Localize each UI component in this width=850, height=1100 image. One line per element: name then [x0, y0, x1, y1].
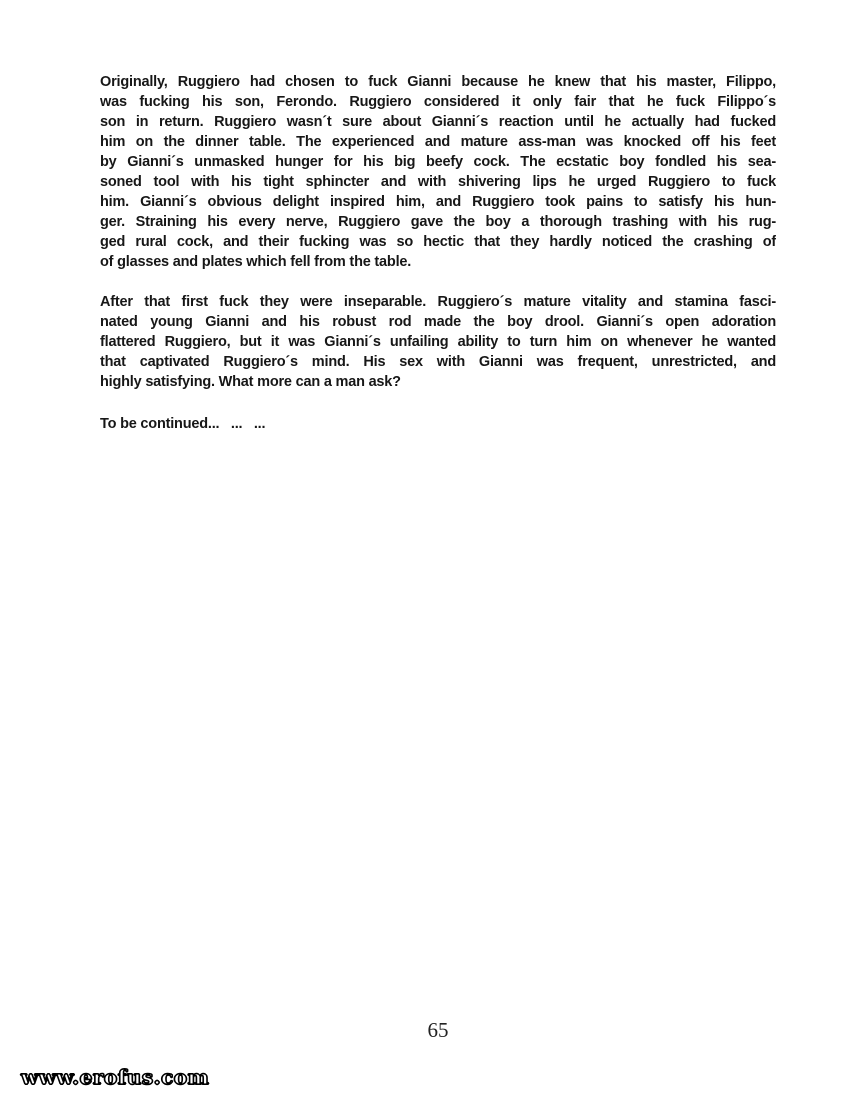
text-line: soned tool with his tight sphincter and with shivering lips he urged Ruggiero to fuck: [100, 174, 776, 190]
text-line: nated young Gianni and his robust rod made the boy drool. Gianni´s open adoration: [100, 314, 776, 330]
text-line: flattered Ruggiero, but it was Gianni´s unfailing ability to turn him on whenever he wanted: [100, 334, 776, 350]
text-line: him on the dinner table. The experienced and mature ass-man was knocked off his feet: [100, 134, 776, 150]
body-text-block: [100, 72, 776, 434]
page-number: 65: [427, 1018, 449, 1042]
text-line: Originally, Ruggiero had chosen to fuck Gianni because he knew that his master, Filippo,: [100, 74, 776, 90]
text-line: After that first fuck they were inseparable. Ruggiero´s mature vitality and stamina fasci-: [100, 294, 776, 310]
text-line: was fucking his son, Ferondo. Ruggiero considered it only fair that he fuck Filippo´s: [100, 94, 776, 110]
text-line: highly satisfying. What more can a man ask?: [100, 374, 401, 390]
text-line: of glasses and plates which fell from the table.: [100, 254, 412, 270]
text-line: son in return. Ruggiero wasn´t sure about Gianni´s reaction until he actually had fucked: [100, 114, 776, 130]
text-line: ger. Straining his every nerve, Ruggiero gave the boy a thorough trashing with his rug-: [100, 214, 776, 230]
paragraph-2: [100, 292, 776, 392]
watermark-text: www.erofus.com: [21, 1065, 210, 1089]
text-line: him. Gianni´s obvious delight inspired him, and Ruggiero took pains to satisfy his hun-: [100, 194, 776, 210]
text-line: that captivated Ruggiero´s mind. His sex with Gianni was frequent, unrestricted, and: [100, 354, 776, 370]
text-line: by Gianni´s unmasked hunger for his big beefy cock. The ecstatic boy fondled his sea-: [100, 154, 776, 170]
paragraph-1: [100, 72, 776, 272]
to-be-continued-line: To be continued... ... ...: [100, 416, 266, 432]
text-line: ged rural cock, and their fucking was so hectic that they hardly noticed the crashing of: [100, 234, 776, 250]
